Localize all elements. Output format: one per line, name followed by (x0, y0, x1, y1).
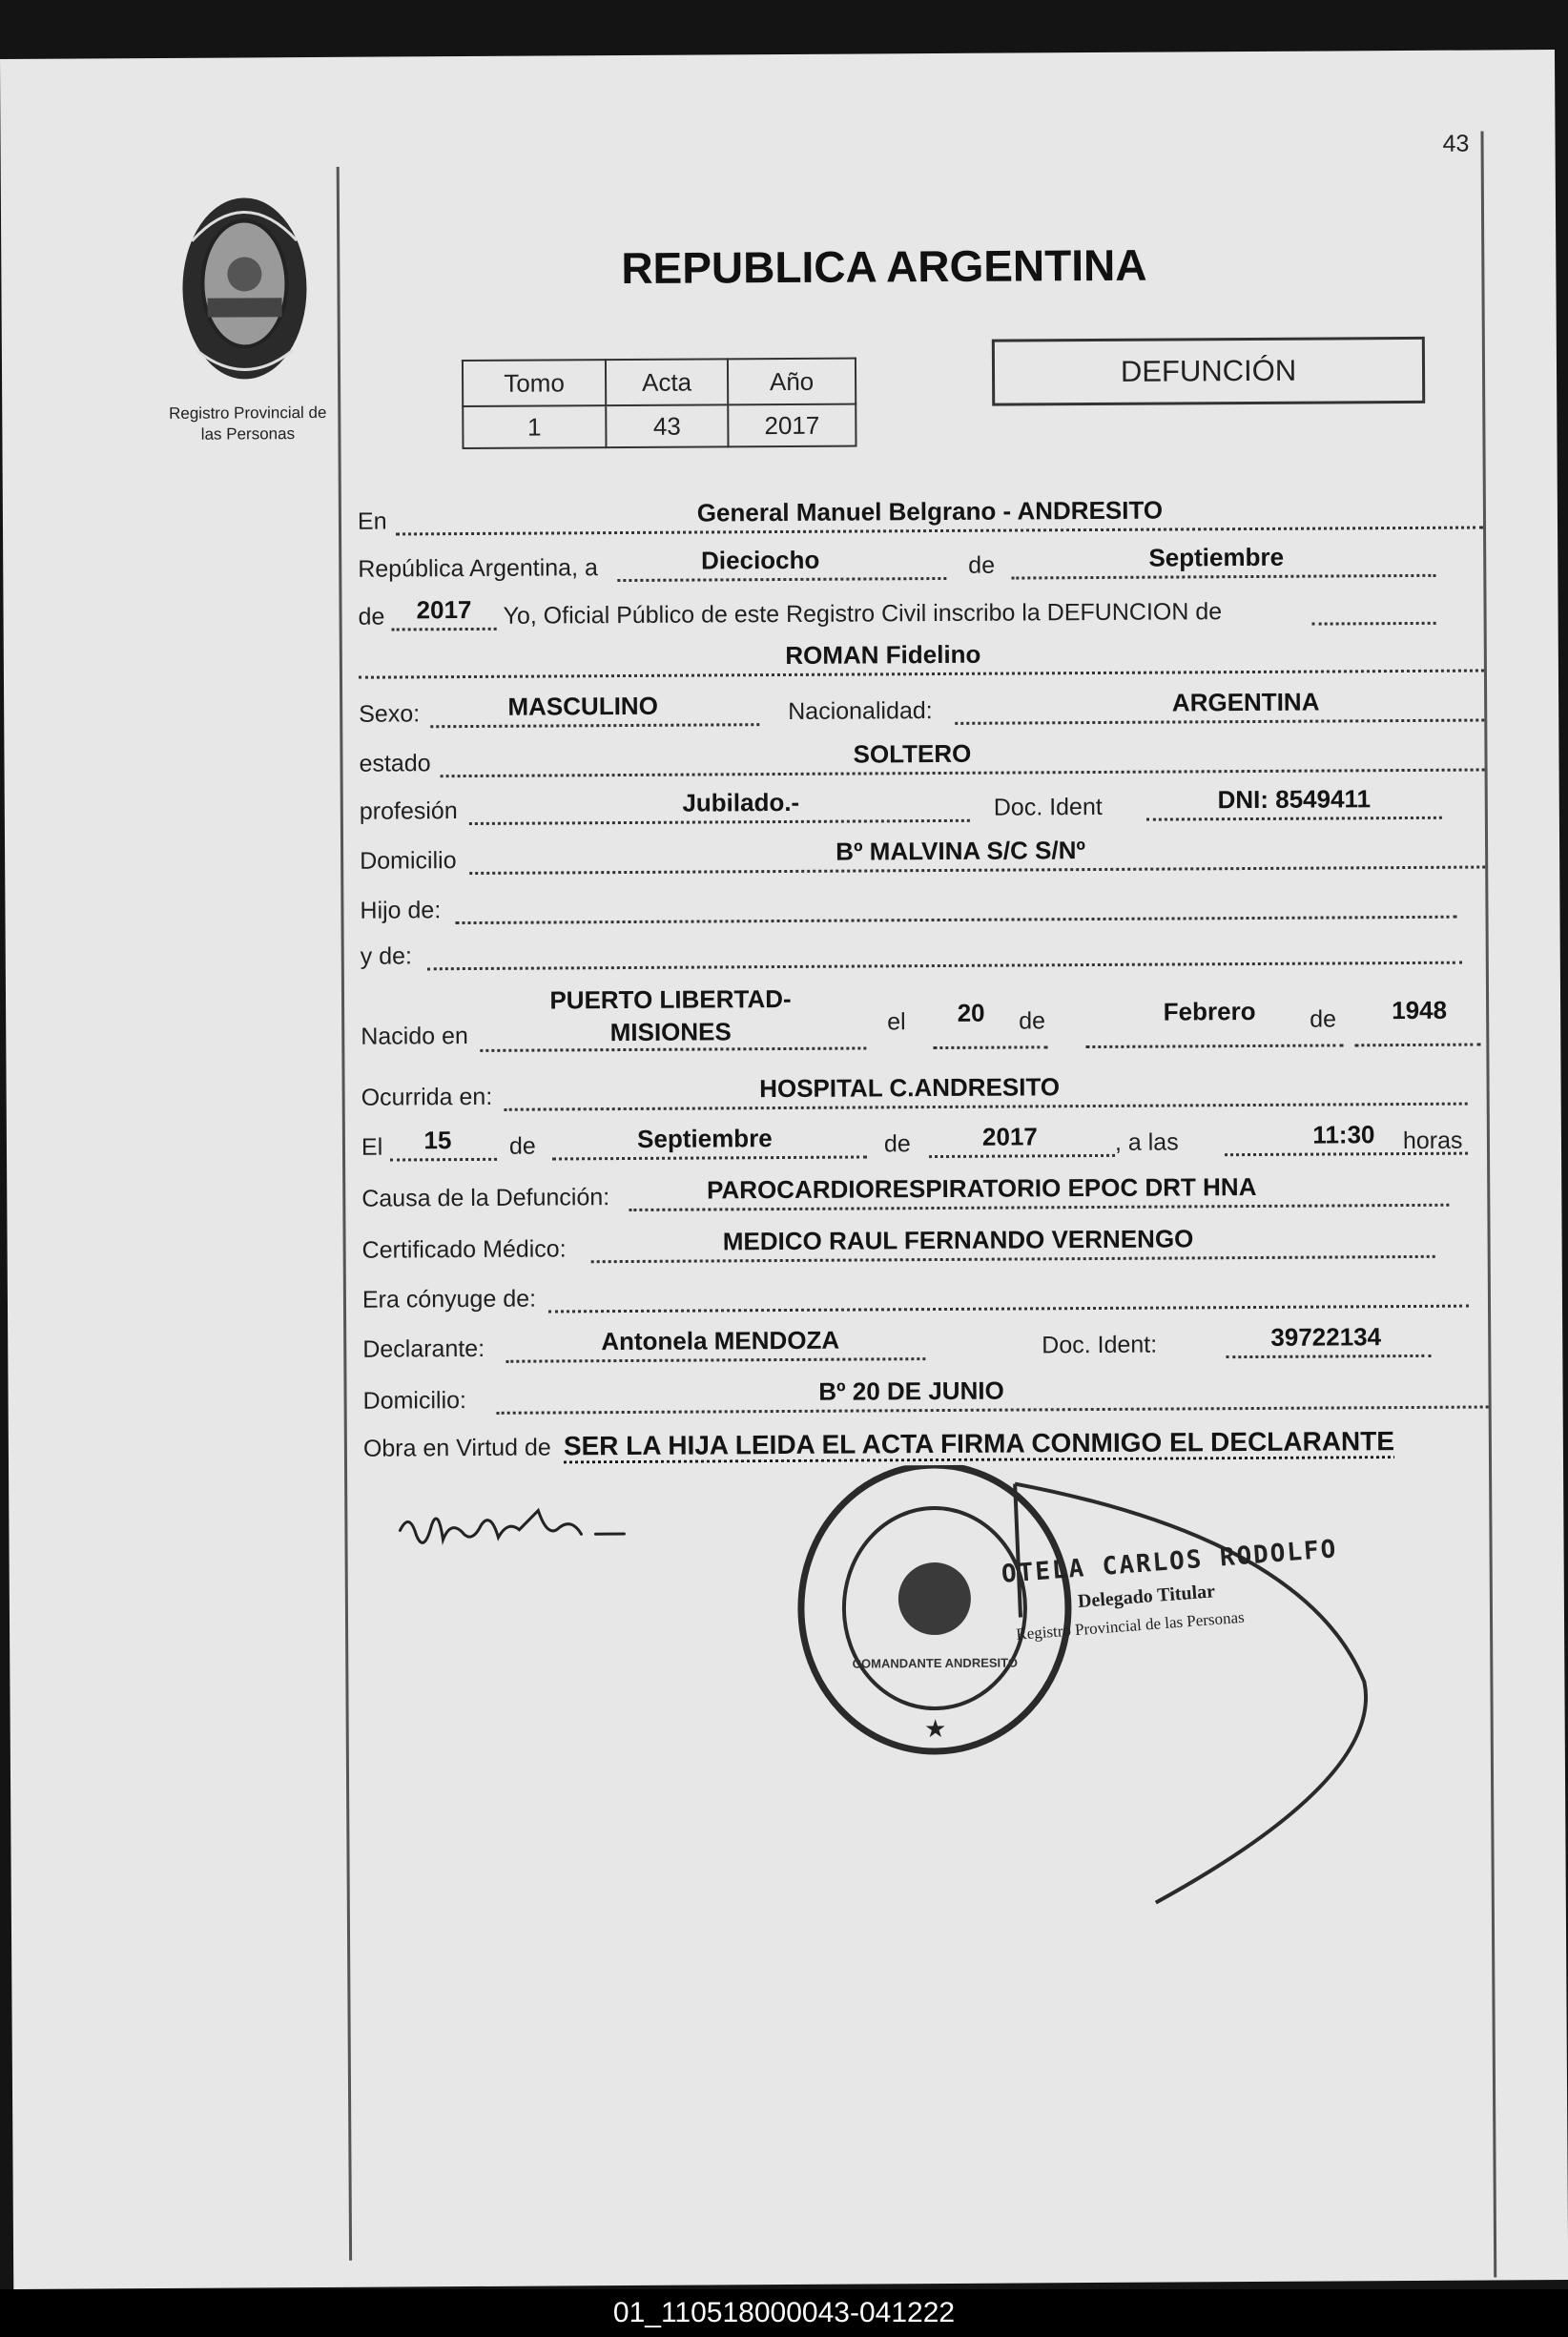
label-a-las: , a las (1114, 1128, 1179, 1156)
label-doc-ident: Doc. Ident (993, 793, 1103, 821)
value-declarante-doc: 39722134 (1270, 1322, 1382, 1352)
value-doc-ident: DNI: 8549411 (1217, 784, 1372, 815)
value-nac-anio: 1948 (1392, 995, 1448, 1025)
label-domicilio-declarante: Domicilio: (362, 1387, 467, 1415)
file-reference-footer: 01_110518000043-041222 (0, 2289, 1568, 2337)
dotted-line-conyuge (548, 1305, 1469, 1313)
dotted-line-nac-dia (933, 1045, 1047, 1049)
registry-value-anio: 2017 (728, 404, 856, 447)
label-doc-ident-declarante: Doc. Ident: (1042, 1331, 1158, 1359)
document-page (0, 50, 1568, 2289)
registry-header-tomo: Tomo (463, 360, 606, 406)
svg-text:★: ★ (923, 1713, 947, 1744)
dotted-line-def-dia (390, 1158, 497, 1162)
dotted-line-def-anio (929, 1154, 1115, 1158)
label-de-nac-mes: de (1019, 1007, 1046, 1035)
provincial-seal-icon (173, 183, 317, 389)
label-causa: Causa de la Defunción: (361, 1184, 610, 1212)
label-ocurrida-en: Ocurrida en: (361, 1083, 493, 1111)
label-nacido-en: Nacido en (361, 1023, 468, 1050)
label-y-de: y de: (360, 942, 413, 970)
value-nombre: ROMAN Fidelino (785, 639, 981, 670)
row-sexo-nacionalidad (359, 680, 1484, 734)
stamp-seal-icon (791, 1462, 1442, 1924)
label-de-nac-anio: de (1310, 1005, 1337, 1033)
value-anio-inscripcion: 2017 (416, 594, 472, 625)
dotted-line-y-de (427, 962, 1462, 971)
value-dia-inscripcion: Dieciocho (701, 545, 820, 575)
label-el-nac: el (887, 1008, 906, 1036)
label-estado: estado (359, 750, 431, 777)
registry-header-row (463, 359, 856, 407)
row-obra (363, 1414, 1489, 1468)
value-domicilio: Bº MALVINA S/C S/Nº (836, 836, 1086, 866)
label-de-mes: de (968, 551, 996, 579)
officer-title: Delegado Titular (1077, 1581, 1216, 1613)
dotted-line-domicilio-declarante (497, 1405, 1489, 1414)
row-ocurrida-en (361, 1063, 1486, 1117)
value-nacido-en-2: MISIONES (609, 1017, 732, 1047)
dotted-line-mes (1011, 574, 1435, 580)
label-declarante: Declarante: (362, 1334, 485, 1363)
row-declarante (362, 1314, 1488, 1369)
value-certificado: MEDICO RAUL FERNANDO VERNENGO (722, 1224, 1194, 1256)
dotted-line-nac-anio (1354, 1044, 1480, 1047)
page-number: 43 (1442, 130, 1470, 157)
label-domicilio: Domicilio (360, 847, 457, 875)
dotted-line-doc-ident (1146, 817, 1442, 821)
officer-name: OTELA CARLOS RODOLFO (1001, 1535, 1339, 1589)
row-fecha-inscripcion (358, 535, 1483, 589)
dotted-line-nac-mes (1085, 1044, 1343, 1048)
label-en: En (357, 507, 387, 535)
value-mes-inscripcion: Septiembre (1148, 542, 1285, 572)
row-anio-inscripcion (358, 583, 1483, 637)
dotted-line-profesion (469, 819, 970, 825)
value-ocurrida-en: HOSPITAL C.ANDRESITO (759, 1072, 1061, 1104)
value-def-anio: 2017 (981, 1122, 1038, 1151)
row-fecha-defuncion (361, 1112, 1487, 1167)
left-margin-rule (337, 167, 352, 2261)
label-sexo: Sexo: (359, 700, 421, 728)
row-lugar (358, 487, 1483, 542)
value-def-mes: Septiembre (637, 1124, 773, 1153)
label-hijo-de: Hijo de: (360, 897, 442, 924)
official-stamp (791, 1462, 1442, 1924)
emblem-caption (150, 403, 345, 445)
dotted-line-domicilio (469, 866, 1485, 876)
label-de-def-mes: de (508, 1132, 536, 1160)
document-title: REPUBLICA ARGENTINA (621, 239, 1147, 294)
stamp-inner-text: COMANDANTE ANDRESITO (852, 1655, 1019, 1671)
dotted-line-declarante-doc (1226, 1355, 1431, 1358)
label-de-def-anio: de (883, 1130, 911, 1158)
value-declarante: Antonela MENDOZA (601, 1325, 840, 1356)
row-certificado (361, 1215, 1487, 1270)
registry-header-acta: Acta (606, 359, 728, 405)
value-nacido-en-1: PUERTO LIBERTAD- (549, 983, 792, 1015)
dotted-line-anio (392, 628, 497, 631)
value-nac-dia: 20 (957, 998, 985, 1027)
value-causa: PAROCARDIORESPIRATORIO EPOC DRT HNA (706, 1171, 1257, 1205)
row-conyuge (362, 1265, 1488, 1319)
registry-value-row (463, 404, 856, 449)
label-el-def: El (361, 1133, 383, 1161)
value-lugar: General Manuel Belgrano - ANDRESITO (696, 495, 1164, 527)
row-estado (359, 730, 1484, 784)
row-profesion-doc (360, 777, 1485, 832)
document-type: DEFUNCIÓN (1120, 353, 1297, 388)
dotted-line-ocurrida-en (505, 1103, 1468, 1111)
label-profesion: profesión (359, 797, 458, 825)
declarant-signature (395, 1491, 634, 1579)
emblem-caption-line2: las Personas (200, 424, 296, 444)
document-type-box (992, 337, 1425, 406)
label-horas: horas (1402, 1127, 1463, 1155)
value-sexo: MASCULINO (507, 691, 658, 721)
dotted-line-declarante (505, 1357, 925, 1363)
dotted-line-lugar (396, 527, 1483, 536)
value-obra: SER LA HIJA LEIDA EL ACTA FIRMA CONMIGO EL DECLARANTE (563, 1426, 1395, 1461)
label-republica: República Argentina, a (358, 554, 598, 583)
label-nacionalidad: Nacionalidad: (788, 697, 933, 725)
dotted-line-yo (1312, 622, 1436, 626)
dotted-line-sexo (430, 723, 759, 728)
row-domicilio (360, 827, 1485, 881)
registry-value-tomo: 1 (463, 405, 606, 448)
row-nombre (359, 631, 1484, 685)
registry-value-acta: 43 (606, 404, 728, 447)
officer-office: Registro Provincial de las Personas (1015, 1607, 1246, 1644)
signature-icon (395, 1491, 634, 1579)
value-nacionalidad: ARGENTINA (1171, 687, 1320, 717)
label-obra: Obra en Virtud de (362, 1434, 551, 1462)
row-y-de (361, 922, 1486, 977)
row-domicilio-declarante (362, 1366, 1488, 1420)
registry-table (462, 358, 857, 450)
label-yo-oficial: Yo, Oficial Público de este Registro Civil inscribo la DEFUNCION de (503, 598, 1223, 630)
registry-header-anio: Año (728, 359, 856, 405)
value-def-dia: 15 (423, 1126, 452, 1155)
dotted-line-nacionalidad (955, 719, 1484, 725)
label-certificado: Certificado Médico: (361, 1235, 567, 1264)
dotted-line-dia (617, 577, 946, 582)
label-conyuge: Era cónyuge de: (361, 1285, 537, 1313)
dotted-line-nombre (359, 670, 1484, 679)
coat-of-arms-emblem (173, 183, 317, 389)
dotted-line-estado (441, 769, 1485, 778)
label-de-anio: de (358, 603, 385, 631)
value-estado: SOLTERO (853, 738, 972, 769)
emblem-caption-line1: Registro Provincial de (169, 403, 327, 423)
value-domicilio-declarante: Bº 20 DE JUNIO (818, 1375, 1004, 1406)
value-def-hora: 11:30 (1312, 1120, 1375, 1149)
row-nacido-en (361, 976, 1486, 1059)
dotted-line-def-mes (552, 1155, 867, 1160)
value-nac-mes: Febrero (1163, 996, 1256, 1026)
row-causa (361, 1164, 1487, 1218)
value-profesion: Jubilado.- (682, 787, 800, 817)
